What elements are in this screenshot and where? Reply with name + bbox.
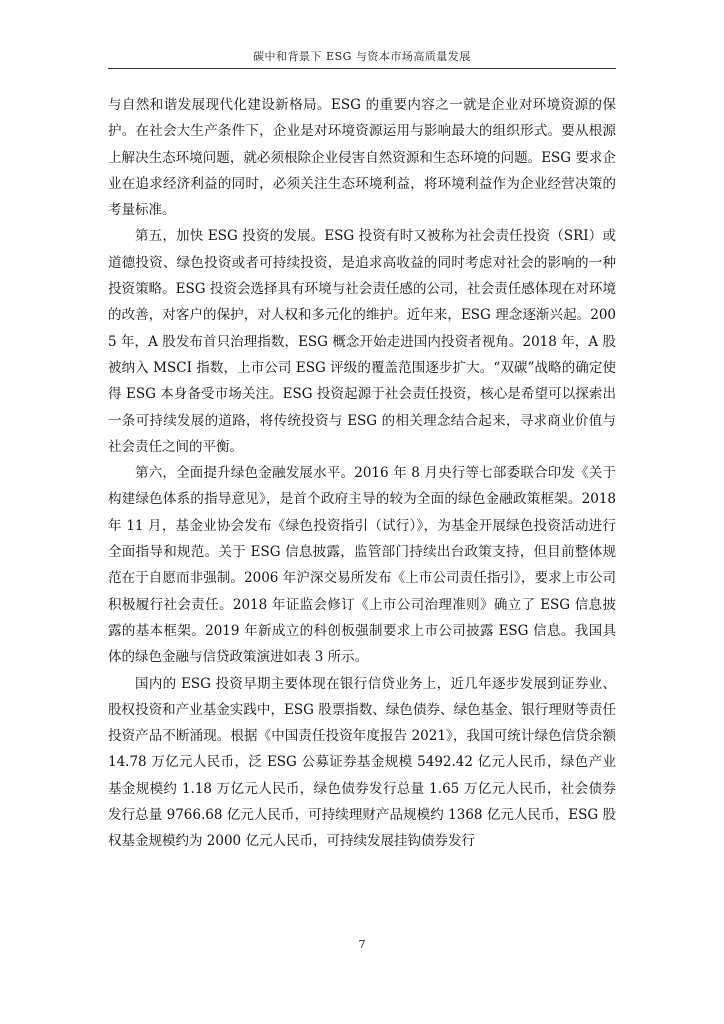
page-number: 7 <box>358 938 366 951</box>
body-text <box>108 92 616 855</box>
paragraph: 第六，全面提升绿色金融发展水平。2016 年 8 月央行等七部委联合印发《关于构建绿色体系的指导意见》，是首个政府主导的较为全面的绿色金融政策框架。2018 年 11 月，基金业协会发布《绿色投资指引（试行）》，为基金开展绿色投资活动进行全面指导和规范。关于 ESG 信息披露，监管部门持续出台政策支持，但目前整体规范在于自愿而非强制。2006 年沪深交易所发布《上市公司责任指引》，要求上市公司积极履行社会责任。2018 年证监会修订《上市公司治理准则》确立了 ESG 信息披露的基本框架。2019 年新成立的科创板强制要求上市公司披露 ESG 信息。我国具体的绿色金融与信贷政策演进如表 3 所示。 <box>108 465 616 666</box>
header-divider <box>108 68 616 69</box>
running-header: 碳中和背景下 ESG 与资本市场高质量发展 <box>253 50 471 63</box>
paragraph: 国内的 ESG 投资早期主要体现在银行信贷业务上，近几年逐步发展到证券业、股权投资和产业基金实践中，ESG 股票指数、绿色债券、绿色基金、银行理财等责任投资产品不断涌现。根据《中国责任投资年度报告 2021》，我国可统计绿色信贷余额 14.78 万亿元人民币，泛 ESG 公募证券基金规模 5492.42 亿元人民币，绿色产业基金规模约 1.18 万亿元人民币，绿色债券发行总量 1.65 万亿元人民币，社会债券发行总量 9766.68 亿元人民币，可持续理财产品规模约 1368 亿元人民币，ESG 股权基金规模约为 2000 亿元人民币，可持续发展挂钩债券发行 <box>108 675 616 850</box>
paragraph: 与自然和谐发展现代化建设新格局。ESG 的重要内容之一就是企业对环境资源的保护。在社会大生产条件下，企业是对环境资源运用与影响最大的组织形式。要从根源上解决生态环境问题，就必须根除企业侵害自然资源和生态环境的问题。ESG 要求企业在追求经济利益的同时，必须关注生态环境利益，将环境利益作为企业经营决策的考量标准。 <box>108 97 616 219</box>
paragraph: 第五，加快 ESG 投资的发展。ESG 投资有时又被称为社会责任投资（SRI）或道德投资、绿色投资或者可持续投资，是追求高收益的同时考虑对社会的影响的一种投资策略。ESG 投资会选择具有环境与社会责任感的公司，社会责任感体现在对环境的改善，对客户的保护，对人权和多元化的维护。近年来，ESG 理念逐渐兴起。2005 年，A 股发布首只治理指数，ESG 概念开始走进国内投资者视角。2018 年，A 股被纳入 MSCI 指数，上市公司 ESG 评级的覆盖范围逐步扩大。“双碳”战略的确定使得 ESG 本身备受市场关注。ESG 投资起源于社会责任投资，核心是希望可以探索出一条可持续发展的道路，将传统投资与 ESG 的相关理念结合起来，寻求商业价值与社会责任之间的平衡。 <box>108 228 616 455</box>
